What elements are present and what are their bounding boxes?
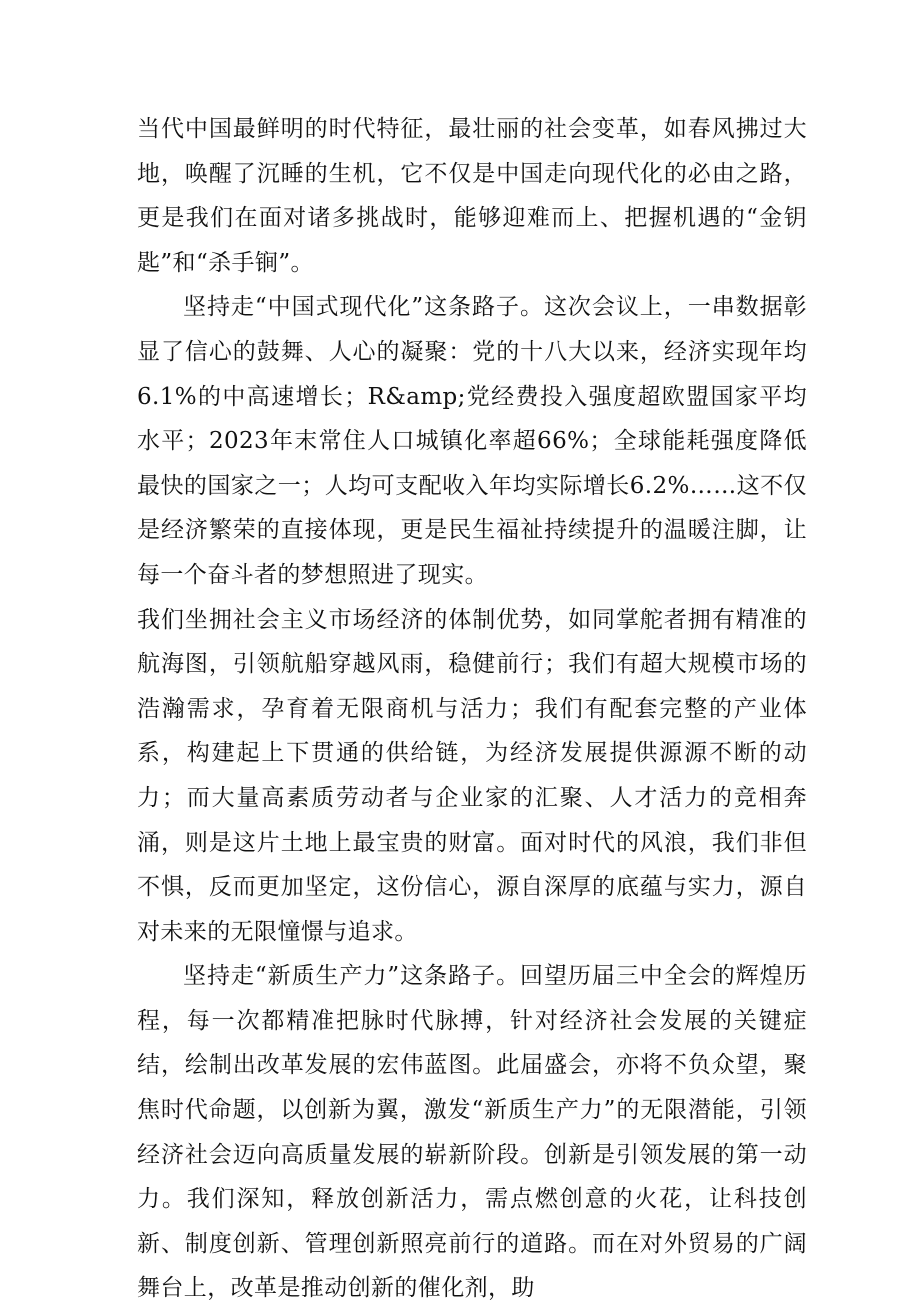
paragraph-1: 当代中国最鲜明的时代特征，最壮丽的社会变革，如春风拂过大地，唤醒了沉睡的生机，它不仅是中国走向现代化的必由之路，更是我们在面对诸多挑战时，能够迎难而上、把握机遇的“金钥匙”和“杀手锏”。 xyxy=(137,116,807,276)
paragraph-4: 坚持走“新质生产力”这条路子。回望历届三中全会的辉煌历程，每一次都精准把脉时代脉搏，针对经济社会发展的关键症结，绘制出改革发展的宏伟蓝图。此届盛会，亦将不负众望，聚焦时代命题，以创新为翼，激发“新质生产力”的无限潜能，引领经济社会迈向高质量发展的崭新阶段。创新是引领发展的第一动力。我们深知，释放创新活力，需点燃创意的火花，让科技创新、制度创新、管理创新照亮前行的道路。而在对外贸易的广阔舞台上，改革是推动创新的催化剂，助 xyxy=(137,963,807,1302)
paragraph-3: 我们坐拥社会主义市场经济的体制优势，如同掌舵者拥有精准的航海图，引领航船穿越风雨，稳健前行；我们有超大规模市场的浩瀚需求，孕育着无限商机与活力；我们有配套完整的产业体系，构建起上下贯通的供给链，为经济发展提供源源不断的动力；而大量高素质劳动者与企业家的汇聚、人才活力的竞相奔涌，则是这片土地上最宝贵的财富。面对时代的风浪，我们非但不惧，反而更加坚定，这份信心，源自深厚的底蕴与实力，源自对未来的无限憧憬与追求。 xyxy=(137,606,807,945)
paragraph-2: 坚持走“中国式现代化”这条路子。这次会议上，一串数据彰显了信心的鼓舞、人心的凝聚：党的十八大以来，经济实现年均6.1%的中高速增长；R&amp;党经费投入强度超欧盟国家平均水平；2023年末常住人口城镇化率超66%；全球能耗强度降低最快的国家之一；人均可支配收入年均实际增长6.2%……这不仅是经济繁荣的直接体现，更是民生福祉持续提升的温暖注脚，让每一个奋斗者的梦想照进了现实。 xyxy=(137,294,807,588)
body-text xyxy=(137,107,807,1311)
